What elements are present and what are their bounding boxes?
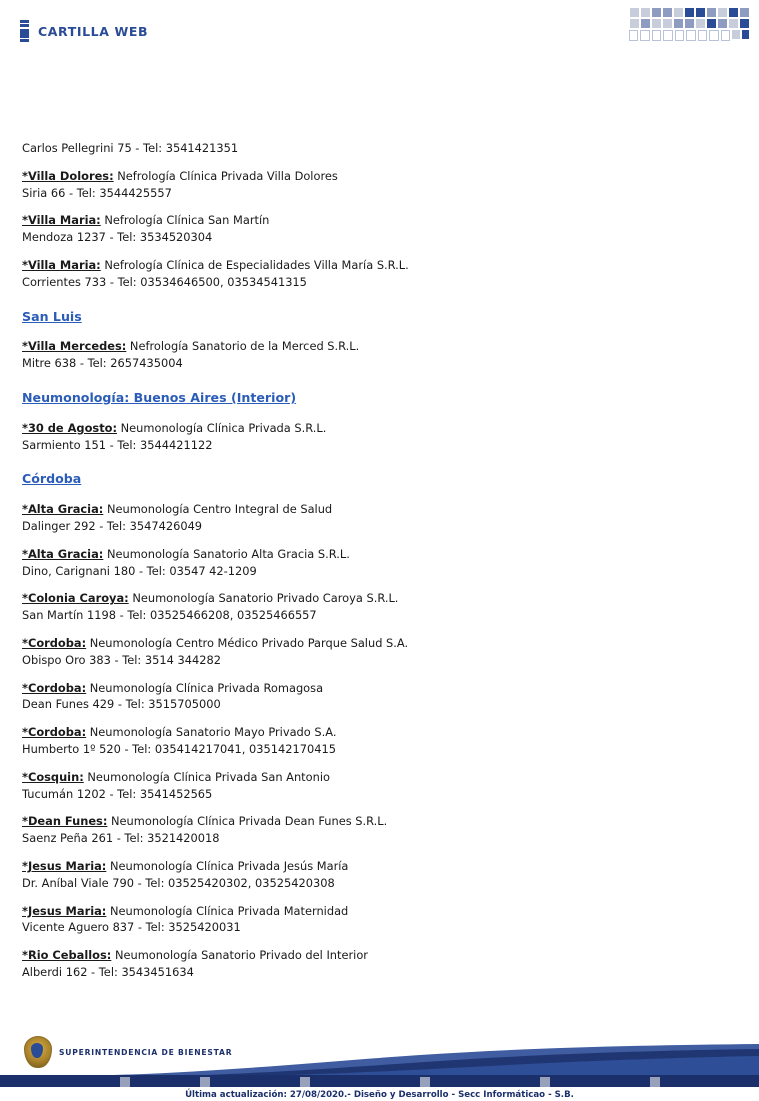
footer-bar [0, 1075, 759, 1087]
entry-address: Dalinger 292 - Tel: 3547426049 [22, 518, 203, 533]
page-header [0, 0, 759, 62]
entry-city: *Alta Gracia: [22, 546, 104, 561]
entry-address: Sarmiento 151 - Tel: 3544421122 [22, 437, 213, 452]
list-item [22, 420, 722, 454]
entry-address: Tucumán 1202 - Tel: 3541452565 [22, 786, 213, 801]
entry-address: Humberto 1º 520 - Tel: 035414217041, 035142170415 [22, 741, 337, 756]
section-heading-cordoba[interactable]: Córdoba [22, 471, 82, 487]
entry-desc: Neumonología Clínica Privada Jesús María [106, 858, 349, 873]
entry-address: San Martín 1198 - Tel: 03525466208, 03525466557 [22, 608, 317, 623]
footer-square [420, 1077, 430, 1087]
entry-city: *Dean Funes: [22, 814, 108, 829]
entry-city: *Cordoba: [22, 680, 87, 695]
entry-city: *Jesus Maria: [22, 858, 107, 873]
entry-desc: Neumonología Clínica Privada Romagosa [86, 680, 324, 695]
crest-icon [24, 1036, 52, 1068]
section-heading-san-luis[interactable]: San Luis [22, 308, 82, 324]
entry-desc: Neumonología Sanatorio Privado del Interior [111, 948, 368, 963]
entry-city: *30 de Agosto: [22, 420, 118, 435]
footer-square [300, 1077, 310, 1087]
entry-desc: Neumonología Clínica Privada Maternidad [106, 903, 349, 918]
footer-square [120, 1077, 130, 1087]
entry-desc: Nefrología Clínica de Especialidades Villa María S.R.L. [100, 257, 409, 272]
list-item [22, 338, 722, 372]
list-item [22, 590, 722, 624]
entry-address: Dino, Carignani 180 - Tel: 03547 42-1209 [22, 563, 257, 578]
leading-address-line: Carlos Pellegrini 75 - Tel: 3541421351 [22, 141, 239, 155]
entry-city: *Villa Maria: [22, 213, 101, 228]
entry-city: *Alta Gracia: [22, 502, 104, 517]
entry-address: Alberdi 162 - Tel: 3543451634 [22, 964, 194, 979]
entry-address: Vicente Aguero 837 - Tel: 3525420031 [22, 920, 241, 935]
entry-desc: Neumonología Sanatorio Mayo Privado S.A. [86, 725, 337, 740]
entry-address: Mendoza 1237 - Tel: 3534520304 [22, 230, 213, 245]
entry-desc: Neumonología Sanatorio Privado Caroya S.R.L. [128, 591, 399, 606]
list-item [22, 724, 722, 758]
entry-desc: Nefrología Clínica Privada Villa Dolores [113, 168, 338, 183]
footer-square [540, 1077, 550, 1087]
entry-address: Dean Funes 429 - Tel: 3515705000 [22, 697, 221, 712]
entry-city: *Cordoba: [22, 635, 87, 650]
list-item [22, 680, 722, 714]
list-item [22, 903, 722, 937]
entry-address: Obispo Oro 383 - Tel: 3514 344282 [22, 652, 221, 667]
entry-city: *Villa Mercedes: [22, 339, 127, 354]
entry-city: *Colonia Caroya: [22, 591, 129, 606]
entry-address: Corrientes 733 - Tel: 03534646500, 03534541315 [22, 274, 307, 289]
entry-desc: Neumonología Clínica Privada San Antonio [83, 769, 330, 784]
entry-desc: Nefrología Clínica San Martín [100, 213, 270, 228]
list-item [22, 813, 722, 847]
header-logo [20, 20, 148, 42]
entry-desc: Nefrología Sanatorio de la Merced S.R.L. [126, 339, 360, 354]
entry-city: *Jesus Maria: [22, 903, 107, 918]
list-item [22, 501, 722, 535]
footer-square [650, 1077, 660, 1087]
page-footer [0, 1033, 759, 1101]
entry-city: *Rio Ceballos: [22, 948, 112, 963]
entry-city: *Cordoba: [22, 725, 87, 740]
entry-desc: Neumonología Centro Médico Privado Parque Salud S.A. [86, 635, 409, 650]
section-heading-neumonologia-buenos-aires[interactable]: Neumonología: Buenos Aires (Interior) [22, 389, 297, 405]
list-item [22, 947, 722, 981]
entry-address: Siria 66 - Tel: 3544425557 [22, 185, 172, 200]
entry-address: Dr. Aníbal Viale 790 - Tel: 03525420302, 03525420308 [22, 875, 335, 890]
entry-city: *Cosquin: [22, 769, 84, 784]
footer-square [200, 1077, 210, 1087]
list-item [22, 635, 722, 669]
list-item [22, 546, 722, 580]
page-title: CARTILLA WEB [38, 23, 149, 39]
entry-desc: Neumonología Centro Integral de Salud [103, 502, 333, 517]
list-item [22, 257, 722, 291]
bars-logo-icon [20, 20, 29, 42]
entry-address: Mitre 638 - Tel: 2657435004 [22, 356, 183, 371]
entry-address: Saenz Peña 261 - Tel: 3521420018 [22, 831, 220, 846]
entry-desc: Neumonología Clínica Privada S.R.L. [117, 420, 327, 435]
list-item [22, 168, 722, 202]
document-body [22, 140, 722, 992]
footer-update-note: Última actualización: 27/08/2020.- Diseño y Desarrollo - Secc Informáticao - S.B. [185, 1090, 574, 1100]
squares-decoration-icon [629, 8, 749, 52]
entry-city: *Villa Dolores: [22, 168, 114, 183]
list-item [22, 769, 722, 803]
entry-city: *Villa Maria: [22, 257, 101, 272]
entry-desc: Neumonología Clínica Privada Dean Funes S.R.L. [107, 814, 388, 829]
footer-org-name: SUPERINTENDENCIA DE BIENESTAR [59, 1047, 233, 1057]
footer-logo [24, 1036, 232, 1068]
list-item [22, 212, 722, 246]
entry-desc: Neumonología Sanatorio Alta Gracia S.R.L. [103, 546, 350, 561]
list-item [22, 858, 722, 892]
